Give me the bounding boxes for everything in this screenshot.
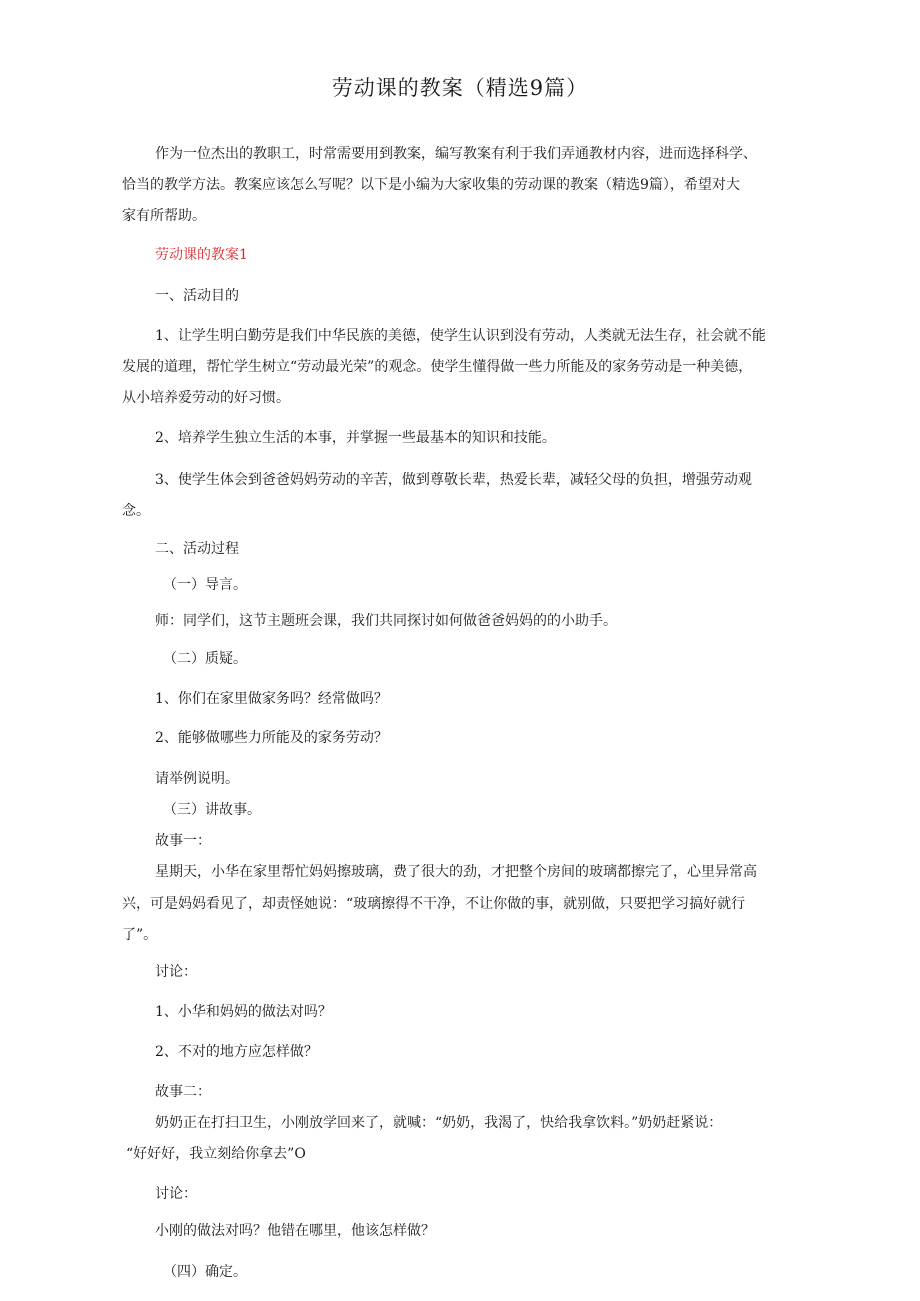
part1-heading: 一、活动目的 xyxy=(155,288,239,304)
example-request: 请举例说明。 xyxy=(155,771,239,787)
intro-line-3: 家有所帮助。 xyxy=(122,208,206,224)
discussion-2-question: 小刚的做法对吗？他错在哪里，他该怎样做？ xyxy=(155,1223,435,1239)
discussion-1-question-1: 1、小华和妈妈的做法对吗？ xyxy=(155,1004,332,1020)
discussion-2-label: 讨论： xyxy=(155,1186,197,1202)
discussion-1-question-2: 2、不对的地方应怎样做？ xyxy=(155,1044,318,1060)
discussion-1-label: 讨论： xyxy=(155,964,197,980)
question-1: 1、你们在家里做家务吗？经常做吗？ xyxy=(155,691,388,707)
section-heading: 劳动课的教案1 xyxy=(155,247,248,263)
story2-line-2: “好好好，我立刻给你拿去”O xyxy=(126,1146,306,1162)
goal1-line-3: 从小培养爱劳动的好习惯。 xyxy=(122,390,290,406)
part2-heading: 二、活动过程 xyxy=(155,541,239,557)
story2-label: 故事二： xyxy=(155,1084,211,1100)
teacher-line: 师：同学们，这节主题班会课，我们共同探讨如何做爸爸妈妈的的小助手。 xyxy=(155,613,617,629)
goal3-line-2: 念。 xyxy=(122,503,150,519)
goal2: 2、培养学生独立生活的本事，并掌握一些最基本的知识和技能。 xyxy=(155,430,556,446)
document-title: 劳动课的教案（精选9篇） xyxy=(331,76,589,100)
intro-line-2: 恰当的教学方法。教案应该怎么写呢？以下是小编为大家收集的劳动课的教案（精选9篇），希望对大 xyxy=(122,177,740,193)
goal1-line-2: 发展的道理，帮忙学生树立“劳动最光荣”的观念。使学生懂得做一些力所能及的家务劳动是一种美德， xyxy=(122,359,753,375)
story1-line-2: 兴，可是妈妈看见了，却责怪她说：“玻璃擦得不干净，不让你做的事，就别做，只要把学习搞好就行 xyxy=(122,896,746,912)
story1-line-1: 星期天，小华在家里帮忙妈妈擦玻璃，费了很大的劲，才把整个房间的玻璃都擦完了，心里异常高 xyxy=(155,864,757,880)
step4: （四）确定。 xyxy=(163,1264,247,1280)
goal1-line-1: 1、让学生明白勤劳是我们中华民族的美德，使学生认识到没有劳动，人类就无法生存，社会就不能 xyxy=(155,328,766,344)
story1-label: 故事一： xyxy=(155,833,211,849)
question-2: 2、能够做哪些力所能及的家务劳动？ xyxy=(155,730,388,746)
goal3-line-1: 3、使学生体会到爸爸妈妈劳动的辛苦，做到尊敬长辈，热爱长辈，减轻父母的负担，增强劳动观 xyxy=(155,472,752,488)
intro-line-1: 作为一位杰出的教职工，时常需要用到教案，编写教案有利于我们弄通教材内容，进而选择科学、 xyxy=(155,146,757,162)
story1-line-3: 了”。 xyxy=(122,927,158,943)
story2-line-1: 奶奶正在打扫卫生，小刚放学回来了，就喊：“奶奶，我渴了，快给我拿饮料。”奶奶赶紧说： xyxy=(155,1115,723,1131)
step3: （三）讲故事。 xyxy=(163,802,261,818)
step2: （二）质疑。 xyxy=(163,651,247,667)
step1: （一）导言。 xyxy=(163,577,247,593)
